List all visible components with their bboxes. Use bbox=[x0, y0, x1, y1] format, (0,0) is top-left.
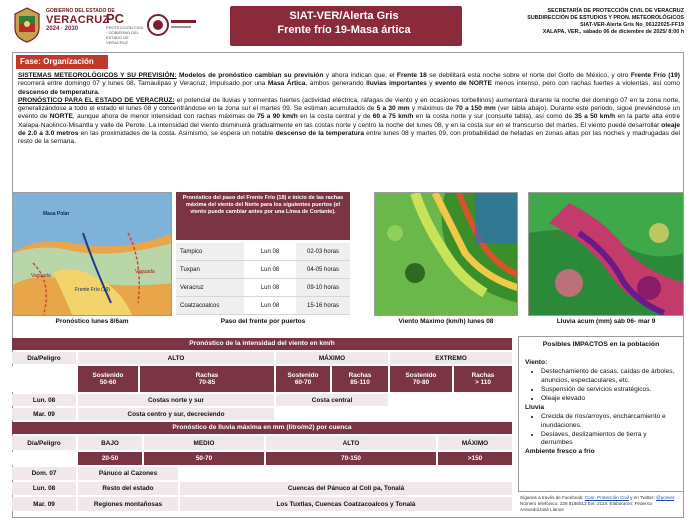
wind-row2-ext bbox=[390, 408, 512, 420]
footer-text: y en Twitter: bbox=[628, 495, 657, 500]
synoptic-map bbox=[13, 193, 172, 316]
rain-medio-range: 50-70 bbox=[144, 452, 264, 465]
text-span: oleaje de 2.0 a 3.0 metros bbox=[18, 121, 680, 138]
synoptic-map-panel bbox=[12, 192, 172, 316]
org-line-4: XALAPA, VER., sábado 06 de diciembre de 2025/ 8:00 h bbox=[542, 29, 684, 35]
wind-col-alto: ALTO bbox=[78, 352, 274, 364]
port-name: Tuxpan bbox=[176, 261, 244, 278]
text-span: Modelos de pronóstico cambian su previsión bbox=[176, 72, 324, 79]
gov-years-text: 2024 · 2030 bbox=[46, 26, 79, 32]
wind-col-day: Día/Peligro bbox=[12, 352, 76, 364]
rachas-label: Rachas bbox=[195, 372, 219, 379]
text-span: NORTE bbox=[49, 113, 73, 121]
wind-table-title: Pronóstico de la intensidad del viento en km/h bbox=[12, 338, 512, 350]
title-block bbox=[244, 10, 444, 44]
org-line-3: SIAT-VER-Alerta Gris No_06122025-FF19 bbox=[580, 22, 684, 28]
wind-max-rachas bbox=[332, 366, 388, 392]
list-item: • Destechamiento de casas, caídas de árboles, anuncios, espectaculares, etc. bbox=[541, 368, 677, 384]
text-span: descenso de temperatura bbox=[18, 88, 98, 96]
text-span: 5 a 30 mm bbox=[376, 105, 410, 113]
text-span: entre lunes 08 y martes 09, con probabilidad de heladas en zonas altas por las noches y madrugadas del resto de la semana. bbox=[18, 130, 680, 146]
table-row bbox=[176, 261, 350, 279]
sost-value: 50-60 bbox=[99, 379, 117, 386]
text-span: , aunque ahora de menor intensidad con rachas máximas de bbox=[72, 113, 258, 121]
text-span: 70 a 150 mm bbox=[455, 105, 496, 113]
wind-map-panel bbox=[374, 192, 518, 316]
wind-ext-sost bbox=[390, 366, 452, 392]
circular-emblem-logo bbox=[146, 13, 198, 37]
synoptic-map-caption: Pronóstico lunes 8/6am bbox=[55, 318, 129, 325]
rain-row3-bajo: Regiones montañosas bbox=[78, 497, 178, 511]
sost-value: 60-70 bbox=[294, 379, 312, 386]
map-label-frente-frio: Frente Frío (19) bbox=[75, 287, 111, 293]
front-passage-caption: Paso del frente por puertos bbox=[220, 318, 306, 325]
wind-col-extremo: EXTREMO bbox=[390, 352, 512, 364]
footer-text: . Número telefónico: 228 8186812 Ext. 2114. Elaboraron: Federico Acevedo/José Llanos bbox=[520, 495, 676, 512]
map-label-vaguada-west: Vaguada bbox=[31, 273, 51, 279]
list-item: • Oleaje elevado bbox=[541, 395, 677, 403]
rain-row1-bajo: Pánuco al Cazones bbox=[78, 467, 178, 480]
wind-alto-sost bbox=[78, 366, 138, 392]
text-span: en las proximidades de la costa. Asimismo, se espera un notable bbox=[78, 130, 276, 138]
port-name: Tampico bbox=[176, 243, 244, 260]
wind-row2-max bbox=[276, 408, 388, 420]
gov-small-text: GOBIERNO DEL ESTADO DE bbox=[46, 8, 115, 14]
front-passage-table bbox=[176, 243, 350, 315]
text-span: 35 a 50 km/h bbox=[574, 113, 616, 121]
wind-ext-rachas bbox=[454, 366, 512, 392]
rain-col-day: Día/Peligro bbox=[12, 436, 76, 450]
text-span: se debilitará esta noche sobre el norte del Golfo de México, y otro bbox=[426, 72, 631, 79]
alert-subtitle: Frente frío 19-Masa ártica bbox=[277, 24, 411, 36]
rachas-value: 85-110 bbox=[350, 379, 370, 386]
port-time: 09-10 horas bbox=[296, 279, 350, 296]
text-span: , ambos generando bbox=[305, 80, 367, 88]
rain-alto-range: 70-150 bbox=[266, 452, 436, 465]
alert-title: SIAT-VER/Alerta Gris bbox=[289, 10, 399, 22]
rain-row2-bajo: Resto del estado bbox=[78, 482, 178, 495]
organization-block bbox=[484, 8, 684, 36]
port-day: Lun 08 bbox=[260, 285, 280, 291]
wind-row1-ext bbox=[390, 394, 512, 406]
footer-note bbox=[520, 495, 682, 513]
wind-empty-cell bbox=[12, 366, 76, 392]
org-line-1: SECRETARÍA DE PROTECCIÓN CIVIL DE VERACRUZ bbox=[547, 8, 684, 14]
rain-col-medio: MEDIO bbox=[144, 436, 264, 450]
rain-col-maximo: MÁXIMO bbox=[438, 436, 512, 450]
footer-text: Síganos a través de Facebook: bbox=[520, 495, 585, 500]
sost-label: Sostenido bbox=[405, 372, 437, 379]
text-span: en la parte alta entre Xalapa-Naolinco-Misantla y valle de Perote. La intensidad del viento disminuirá gradualmente en las costas norte y centro la noche del lunes 08, y en la costa sur en el transcurso del martes. El viento puede desarrollar bbox=[18, 113, 680, 129]
impacts-wind-list bbox=[525, 368, 677, 403]
text-span: en la costa norte y sur (consulte tabla), así como de bbox=[413, 113, 575, 121]
port-day: Lun 08 bbox=[260, 267, 280, 273]
twitter-link[interactable]: @pcever bbox=[656, 495, 675, 500]
sost-value: 70-80 bbox=[412, 379, 430, 386]
port-name: Veracruz bbox=[176, 279, 244, 296]
forecast-text bbox=[18, 72, 680, 147]
rachas-value: > 110 bbox=[475, 379, 491, 386]
impacts-rain-list bbox=[525, 413, 677, 447]
wind-row1-day: Lun. 08 bbox=[12, 394, 76, 406]
rain-row1-rest bbox=[180, 467, 512, 480]
text-span: y ahora indican que, el bbox=[323, 72, 397, 79]
rain-bajo-range: 20-50 bbox=[78, 452, 142, 465]
text-span: 75 a 90 km/h bbox=[257, 113, 298, 121]
section-forecast-heading: PRONÓSTICO PARA EL ESTADO DE VERACRUZ: bbox=[18, 96, 175, 104]
proteccion-civil-logo bbox=[106, 11, 146, 45]
wind-row2-alto: Costa centro y sur, decreciendo bbox=[78, 408, 274, 420]
rachas-label: Rachas bbox=[348, 372, 372, 379]
sost-label: Sostenido bbox=[287, 372, 319, 379]
front-passage-header: Pronóstico del paso del Frente Frío (18) e inicio de las rachas máxima del viento del Norte para los siguientes puertos (el viento puede cambiar antes por una Línea de Cortante). bbox=[176, 192, 350, 240]
rain-max-range: >150 bbox=[438, 452, 512, 465]
port-time: 04-05 horas bbox=[296, 261, 350, 278]
rain-row1-day: Dom. 07 bbox=[12, 467, 76, 480]
text-span: Masa Ártica bbox=[267, 80, 306, 88]
text-span: evento de NORTE bbox=[435, 80, 493, 88]
list-item: • Crecida de ríos/arroyos, encharcamiento e inundaciones. bbox=[541, 413, 677, 429]
text-span: menos intenso, pero con rachas fuertes a violentas, así como bbox=[492, 80, 680, 88]
text-span: en la costa central y de bbox=[297, 113, 373, 121]
facebook-link[interactable]: Coor. Protección Civil bbox=[584, 495, 629, 500]
text-span: 60 a 75 km/h bbox=[372, 113, 414, 121]
rachas-value: 70-85 bbox=[198, 379, 216, 386]
table-row bbox=[176, 297, 350, 315]
rain-row2-day: Lun. 08 bbox=[12, 482, 76, 495]
text-span: Frente 18 bbox=[396, 72, 427, 79]
wind-alto-rachas bbox=[140, 366, 274, 392]
table-row bbox=[176, 279, 350, 297]
rain-row2-alto: Cuencas del Pánuco al Coli pa, Tonalá bbox=[180, 482, 512, 495]
sost-label: Sostenido bbox=[92, 372, 124, 379]
port-time: 02-03 horas bbox=[296, 243, 350, 260]
rain-empty-cell bbox=[12, 452, 76, 465]
port-time: 15-16 horas bbox=[296, 297, 350, 314]
veracruz-seal-logo bbox=[12, 6, 42, 44]
rain-map-caption: Lluvia acum (mm) sáb 06- mar 9 bbox=[556, 318, 656, 325]
impacts-title: Posibles IMPACTOS en la población bbox=[542, 341, 660, 348]
gov-state-text: VERACRUZ bbox=[46, 14, 110, 26]
wind-row2-day: Mar. 09 bbox=[12, 408, 76, 420]
port-name: Coatzacoalcos bbox=[176, 297, 244, 314]
header bbox=[0, 0, 696, 50]
map-label-masa-polar: Masa Polar bbox=[43, 211, 70, 217]
table-row bbox=[176, 243, 350, 261]
list-item: • Deslaves, deslizamientos de tierra y derrumbes bbox=[541, 431, 677, 447]
org-line-2: SUBDIRECCIÓN DE ESTUDIOS Y PRON. METEOROLÓGICOS bbox=[527, 15, 684, 21]
text-span: y máximos de bbox=[409, 105, 456, 113]
map-label-vaguada-east: Vaguada bbox=[135, 269, 155, 275]
text-span: recorrerá entre domingo 07 y lunes 08, Tamaulipas y Veracruz, impulsado por una bbox=[18, 80, 268, 88]
list-item: • Suspensión de servicios estratégicos. bbox=[541, 386, 677, 394]
pc-logo-text: PC bbox=[106, 11, 125, 26]
wind-map-caption: Viento Máximo (km/h) lunes 08 bbox=[398, 318, 494, 325]
text-span: descenso de la temperatura bbox=[275, 130, 364, 138]
rain-table-title: Pronóstico de lluvia máxima en mm (litro/m2) por cuenca bbox=[12, 422, 512, 434]
rain-row3-alto: Los Tuxtlas, Cuencas Coatzacoalcos y Tonalá bbox=[180, 497, 512, 511]
wind-row1-alto: Costas norte y sur bbox=[78, 394, 274, 406]
wind-col-maximo: MÁXIMO bbox=[276, 352, 388, 364]
text-span: . bbox=[97, 88, 100, 96]
section-systems-heading: SISTEMAS METEOROLÓGICOS Y SU PREVISIÓN: bbox=[18, 72, 177, 79]
text-span: (ver tabla abajo). Durante este periodo, sigue previéndose un evento de bbox=[18, 105, 681, 121]
rain-map-panel bbox=[528, 192, 684, 316]
text-span: y bbox=[426, 80, 436, 88]
port-day: Lun 08 bbox=[260, 249, 280, 255]
rain-map bbox=[529, 193, 684, 316]
pc-logo-sub: PROTECCIÓN CIVIL · GOBIERNO DEL ESTADO DE VERACRUZ bbox=[106, 25, 144, 45]
port-day: Lun 08 bbox=[260, 303, 280, 309]
impacts-rain-label: Lluvia bbox=[525, 404, 545, 412]
impacts-wind-label: Viento: bbox=[525, 359, 548, 367]
wind-map bbox=[375, 193, 518, 316]
wind-row1-max: Costa central bbox=[276, 394, 388, 406]
text-span: el potencial de lluvias y tormentas fuertes (actividad eléctrica, ráfagas de viento y en ocasiones torbellinos) aumentará durante la noche del domingo 07 en la zona norte, generalizándose a todo el estado el lunes 08 y concentrándose en la zona sur el martes 09. Se estiman acumulados de bbox=[18, 96, 681, 113]
phase-badge: Fase: Organización bbox=[16, 55, 108, 69]
wind-max-sost bbox=[276, 366, 330, 392]
rachas-label: Rachas bbox=[471, 372, 495, 379]
text-span: Frente Frío (19) bbox=[630, 72, 681, 79]
impacts-ambient: Ambiente fresco a frío bbox=[525, 448, 595, 456]
impacts-box bbox=[518, 336, 684, 492]
rain-col-bajo: BAJO bbox=[78, 436, 142, 450]
rain-row3-day: Mar. 09 bbox=[12, 497, 76, 511]
text-span: lluvias importantes bbox=[366, 80, 427, 88]
rain-col-alto: ALTO bbox=[266, 436, 436, 450]
